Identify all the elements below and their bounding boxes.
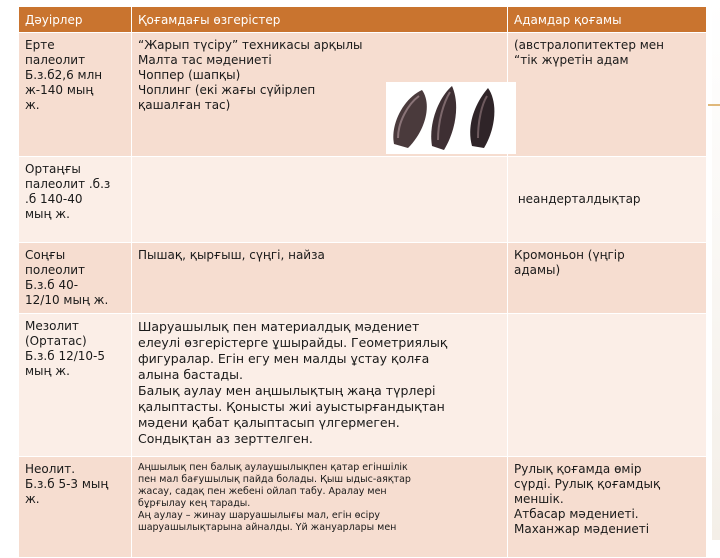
slide-edge [712, 0, 720, 540]
period-line: Б.з.б 5-3 мың [25, 477, 109, 491]
period-line: Ерте [25, 38, 55, 52]
changes-line: қалыптасты. Қонысты жиі ауыстырғандықтан [138, 399, 445, 414]
people-line: Маханжар мәдениеті [514, 522, 650, 536]
header-people: Адамдар қоғамы [508, 7, 707, 33]
changes-line: шаруашылықтарына айналды. Үй жануарлары мен [138, 522, 397, 533]
changes-line: алына бастады. [138, 367, 243, 382]
header-row [19, 7, 707, 33]
period-cell [19, 243, 132, 314]
period-line: 12/10 мың ж. [25, 293, 109, 307]
people-line: адамы) [514, 263, 561, 277]
people-cell [508, 314, 707, 457]
changes-line: Аңшылық пен балық аулаушылықпен қатар егіншілік [138, 462, 408, 473]
period-line: мың ж. [25, 364, 70, 378]
people-line: “тік жүретін адам [514, 53, 629, 67]
period-line: Мезолит [25, 319, 79, 333]
people-cell [508, 243, 707, 314]
changes-line: фигуралар. Егін егу мен малды ұстау қолға [138, 351, 430, 366]
people-line: меншік. [514, 492, 564, 506]
period-line: Ортаңғы [25, 162, 81, 176]
period-cell [19, 157, 132, 243]
period-line: Б.з.б2,6 млн [25, 68, 103, 82]
changes-cell [132, 314, 508, 457]
header-changes: Қоғамдағы өзгерістер [132, 7, 508, 33]
people-line: Кромоньон (үңгір [514, 248, 625, 262]
people-line: Атбасар мәдениеті. [514, 507, 639, 521]
stone-tools-image [386, 82, 516, 154]
changes-line: мәдени қабат қалыптасып үлгермеген. [138, 415, 400, 430]
period-line: Соңғы [25, 248, 66, 262]
people-line: (австралопитектер мен [514, 38, 665, 52]
history-table [18, 6, 707, 558]
people-line: неандерталдықтар [514, 192, 641, 206]
table-row [19, 243, 707, 314]
period-line: ж. [25, 98, 40, 112]
people-cell [508, 457, 707, 558]
changes-line: Балық аулау мен аңшылықтың жаңа түрлері [138, 383, 436, 398]
changes-line: Чоппер (шапқы) [138, 68, 241, 82]
people-cell [508, 33, 707, 157]
period-line: ж. [25, 492, 40, 506]
changes-line: пен мал бағушылық пайда болады. Қыш ыдыс-аяқтар [138, 474, 411, 485]
period-cell [19, 33, 132, 157]
period-line: мың ж. [25, 207, 70, 221]
changes-line: Малта тас мәдениеті [138, 53, 272, 67]
changes-line: Сондықтан аз зерттелген. [138, 431, 313, 446]
changes-line: “Жарып түсіру” техникасы арқылы [138, 38, 363, 52]
changes-line: жасау, садақ пен жебені ойлап табу. Аралау мен [138, 486, 387, 497]
table-row [19, 157, 707, 243]
changes-line: Аң аулау – жинау шаруашылығы мал, егін өсіру [138, 510, 380, 521]
header-period: Дәуірлер [19, 7, 132, 33]
changes-cell [132, 457, 508, 558]
table-row [19, 33, 707, 157]
changes-line: Пышақ, қырғыш, сүңгі, найза [138, 248, 325, 262]
changes-cell [132, 243, 508, 314]
changes-line: Чоплинг (екі жағы сүйірлеп [138, 83, 316, 97]
changes-line: бұрғылау кең тарады. [138, 498, 251, 509]
people-line: Рулық қоғамда өмір [514, 462, 642, 476]
table-row [19, 457, 707, 558]
period-line: (Ортатас) [25, 334, 87, 348]
decorative-line [708, 104, 720, 106]
people-cell [508, 157, 707, 243]
period-line: Неолит. [25, 462, 76, 476]
period-line: ж-140 мың [25, 83, 94, 97]
period-cell [19, 314, 132, 457]
changes-line: елеулі өзгерістерге ұшырайды. Геометриялық [138, 335, 448, 350]
period-line: полеолит [25, 263, 86, 277]
period-line: Б.з.б 12/10-5 [25, 349, 106, 363]
changes-cell [132, 33, 508, 157]
changes-line: қашалған тас) [138, 98, 231, 112]
table-row [19, 314, 707, 457]
period-line: палеолит .б.з [25, 177, 111, 191]
period-line: Б.з.б 40- [25, 278, 79, 292]
period-line: палеолит [25, 53, 86, 67]
period-line: .б 140-40 [25, 192, 83, 206]
changes-line: Шаруашылық пен материалдық мәдениет [138, 319, 420, 334]
period-cell [19, 457, 132, 558]
people-line: сүрді. Рулық қоғамдық [514, 477, 661, 491]
changes-cell [132, 157, 508, 243]
